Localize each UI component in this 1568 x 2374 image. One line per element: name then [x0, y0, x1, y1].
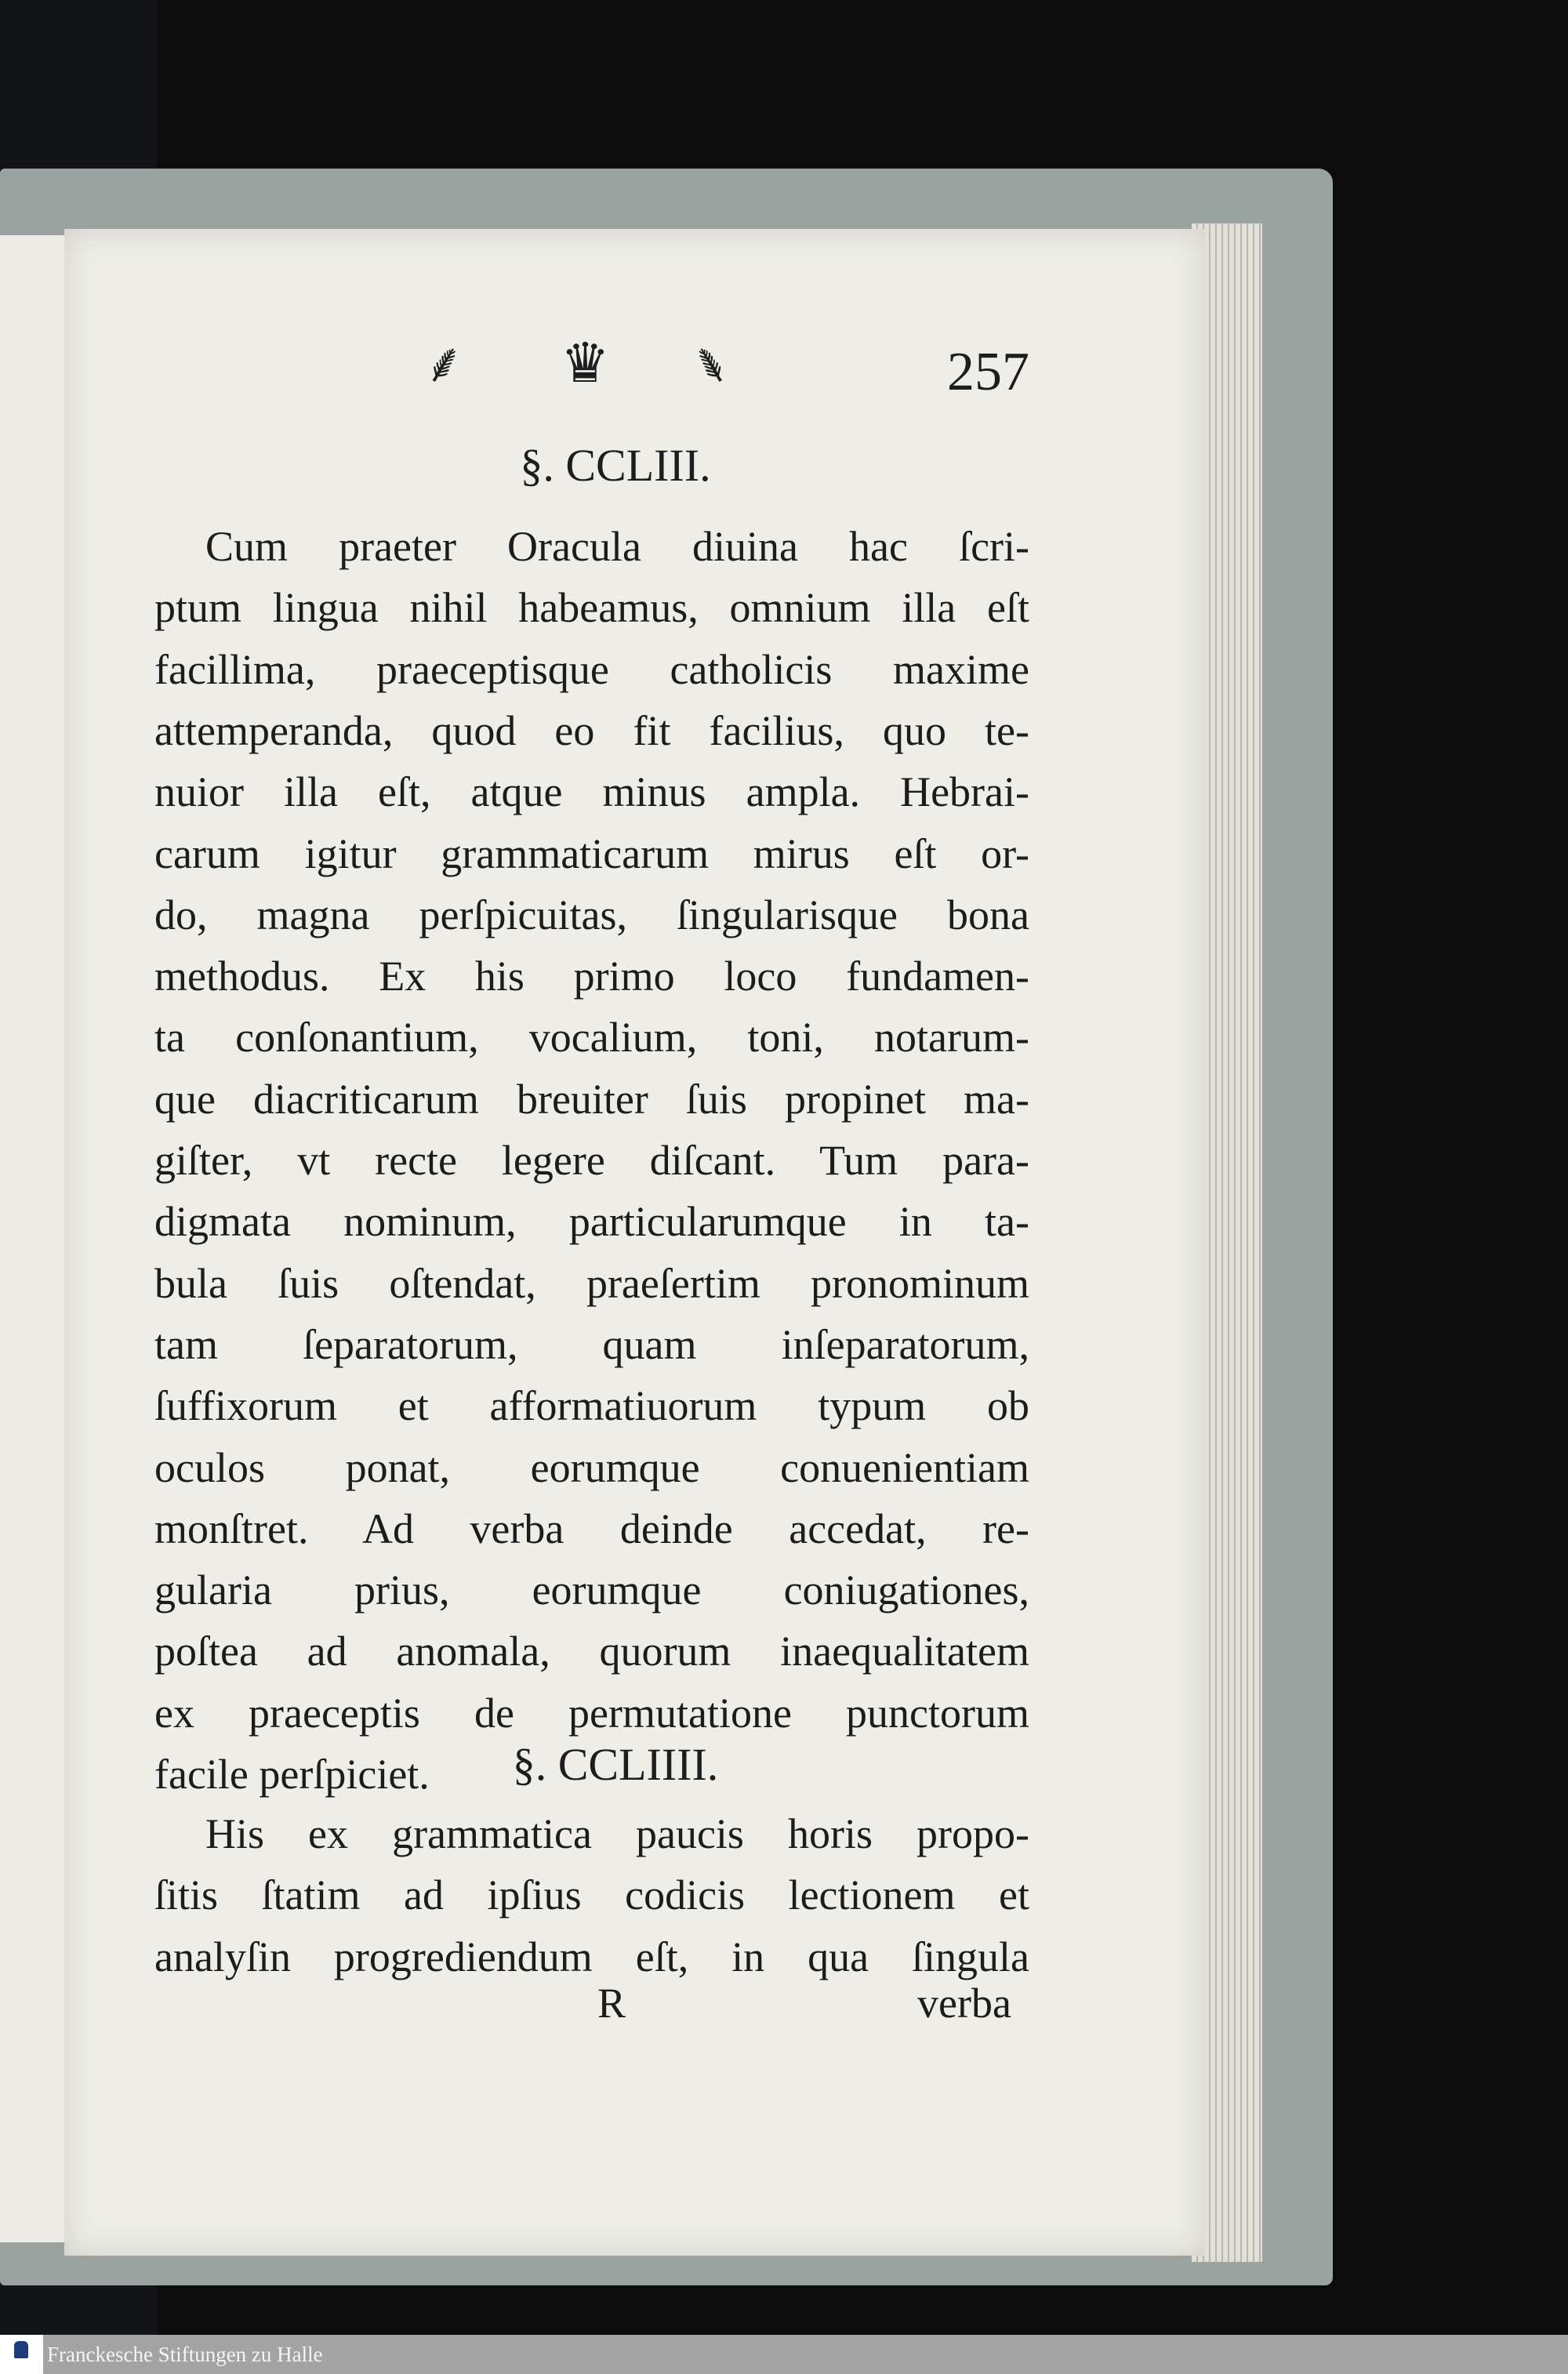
footer-bar	[0, 2335, 1568, 2374]
text-line: facillima, praeceptisque catholicis maxime	[154, 645, 1029, 693]
logo-figure-icon	[14, 2341, 28, 2358]
text-line: ſitis ſtatim ad ipſius codicis lectionem et	[154, 1871, 1029, 1919]
text-line: Cum praeter Oracula diuina hac ſcri-	[205, 523, 1029, 570]
text-line: ta conſonantium, vocalium, toni, notarum-	[154, 1014, 1029, 1062]
text-line: ex praeceptis de permutatione punctorum	[154, 1689, 1029, 1737]
text-line: tam ſeparatorum, quam inſeparatorum,	[154, 1320, 1029, 1368]
text-line: que diacriticarum breuiter ſuis propinet ma-	[154, 1075, 1029, 1123]
text-line: giſter, vt recte legere diſcant. Tum para-	[154, 1137, 1029, 1184]
facing-page-edge	[0, 235, 71, 2242]
ornament-crown-icon: ♛	[561, 334, 610, 394]
text-line: facile perſpiciet.	[154, 1751, 430, 1798]
text-line: poſtea ad anomala, quorum inaequalitatem	[154, 1628, 1029, 1675]
text-line: digmata nominum, particularumque in ta-	[154, 1198, 1029, 1246]
institution-name: Franckesche Stiftungen zu Halle	[47, 2343, 323, 2366]
text-line: ſuffixorum et afformatiuorum typum ob	[154, 1382, 1029, 1430]
text-line: analyſin progrediendum eſt, in qua ſingula	[154, 1933, 1029, 1980]
section-heading	[0, 1739, 1568, 1790]
catchword: verba	[917, 1980, 1011, 2027]
institution-logo	[0, 2335, 43, 2374]
text-line: His ex grammatica paucis horis propo-	[205, 1810, 1029, 1857]
text-line: nuior illa eſt, atque minus ampla. Hebrai-	[154, 768, 1029, 816]
ornament-right-icon: ⸙	[690, 334, 731, 394]
text-line: monſtret. Ad verba deinde accedat, re-	[154, 1505, 1029, 1552]
text-line: carum igitur grammaticarum mirus eſt or-	[154, 829, 1029, 877]
section-heading-text: §. CCLIIII.	[512, 1739, 719, 1790]
section-heading	[0, 440, 1568, 491]
text-line: oculos ponat, eorumque conuenientiam	[154, 1443, 1029, 1491]
text-line: methodus. Ex his primo loco fundamen-	[154, 953, 1029, 1000]
text-line: bula ſuis oſtendat, praeſertim pronominum	[154, 1259, 1029, 1307]
text-line: attemperanda, quod eo fit facilius, quo te-	[154, 706, 1029, 754]
ornament-left-icon: ⸙	[423, 334, 465, 394]
text-line: ptum lingua nihil habeamus, omnium illa eſt	[154, 584, 1029, 632]
section-heading-text: §. CCLIII.	[520, 440, 711, 491]
page-number: 257	[947, 342, 1029, 402]
signature-mark: R	[597, 1980, 626, 2027]
text-line: gularia prius, eorumque coniugationes,	[154, 1566, 1029, 1614]
text-line: do, magna perſpicuitas, ſingularisque bona	[154, 891, 1029, 938]
